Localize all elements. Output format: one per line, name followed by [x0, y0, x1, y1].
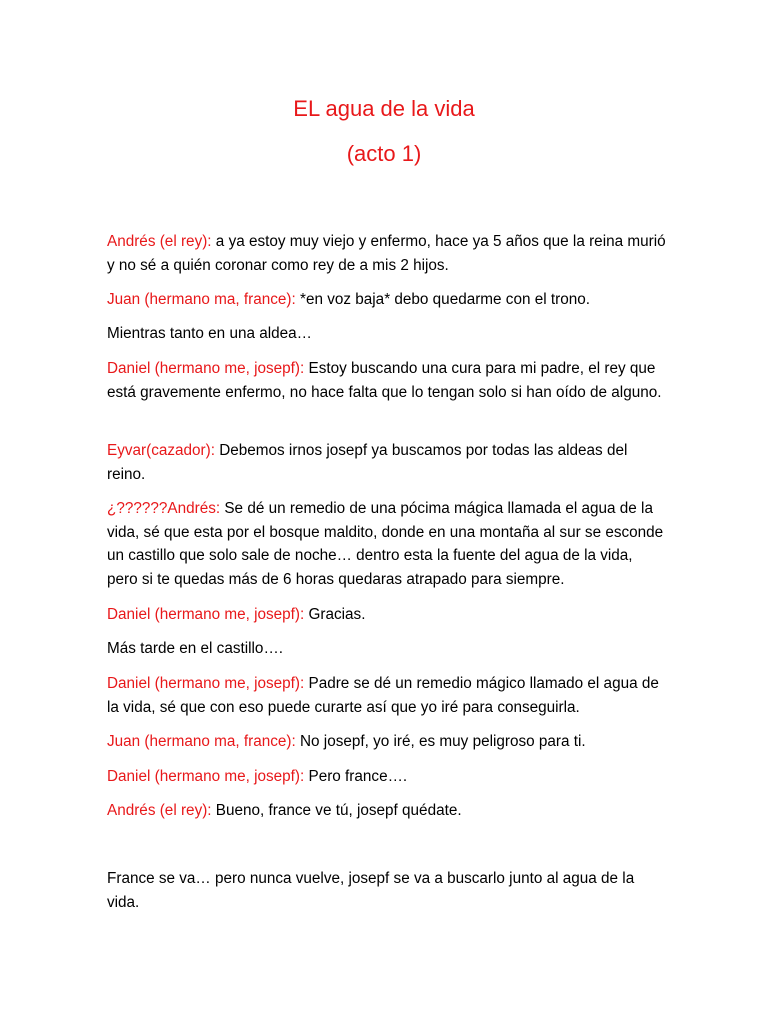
speaker-name: Eyvar(cazador): — [107, 442, 215, 459]
dialogue-paragraph — [107, 765, 667, 789]
dialogue-text: a ya estoy muy viejo y enfermo, hace ya 5 años que la reina murió y no sé a quién coronar como rey de a mis 2 hijos. — [107, 233, 666, 274]
narration-paragraph — [107, 867, 667, 914]
document-title: EL agua de la vida — [293, 96, 475, 121]
dialogue-paragraph — [107, 730, 667, 754]
dialogue-text: Pero france…. — [304, 768, 408, 785]
dialogue-text: Estoy buscando una cura para mi padre, el rey que está gravemente enfermo, no hace falta que lo tengan solo si han oído de alguno. — [107, 360, 662, 401]
dialogue-paragraph — [107, 230, 667, 277]
dialogue-text: No josepf, yo iré, es muy peligroso para ti. — [295, 733, 586, 750]
dialogue-paragraph — [107, 439, 667, 486]
speaker-name: Andrés (el rey): — [107, 233, 212, 250]
dialogue-text: Debemos irnos josepf ya buscamos por todas las aldeas del reino. — [107, 442, 628, 483]
speaker-name: Juan (hermano ma, france): — [107, 733, 296, 750]
document-subtitle: (acto 1) — [346, 141, 422, 166]
dialogue-text: Se dé un remedio de una pócima mágica llamada el agua de la vida, sé que esta por el bosque maldito, donde en una montaña al sur se esconde un castillo que solo sale de noche… dentro esta la fuente del agua de la vida, pero si te quedas más de 6 horas quedaras atrapado para siempre. — [107, 500, 664, 588]
speaker-name: Andrés (el rey): — [107, 802, 212, 819]
dialogue-paragraph — [107, 357, 667, 404]
dialogue-paragraph — [107, 603, 667, 627]
dialogue-paragraph — [107, 288, 667, 312]
speaker-name: Juan (hermano ma, france): — [107, 291, 296, 308]
speaker-name: Daniel (hermano me, josepf): — [107, 675, 305, 692]
narration-text: Mientras tanto en una aldea… — [107, 325, 312, 342]
dialogue-paragraph — [107, 799, 667, 823]
dialogue-text: *en voz baja* debo quedarme con el trono. — [295, 291, 590, 308]
narration-text: France se va… pero nunca vuelve, josepf se va a buscarlo junto al agua de la vida. — [107, 870, 635, 911]
speaker-name: Daniel (hermano me, josepf): — [107, 768, 305, 785]
speaker-name: Daniel (hermano me, josepf): — [107, 606, 305, 623]
dialogue-text: Bueno, france ve tú, josepf quédate. — [211, 802, 462, 819]
dialogue-paragraph — [107, 672, 667, 719]
dialogue-paragraph — [107, 497, 667, 591]
narration-paragraph — [107, 637, 667, 661]
dialogue-text: Gracias. — [304, 606, 366, 623]
speaker-name: ¿??????Andrés: — [107, 500, 221, 517]
narration-paragraph — [107, 322, 667, 346]
narration-text: Más tarde en el castillo…. — [107, 640, 283, 657]
speaker-name: Daniel (hermano me, josepf): — [107, 360, 305, 377]
dialogue-text: Padre se dé un remedio mágico llamado el agua de la vida, sé que con eso puede curarte así que yo iré para conseguirla. — [107, 675, 659, 716]
